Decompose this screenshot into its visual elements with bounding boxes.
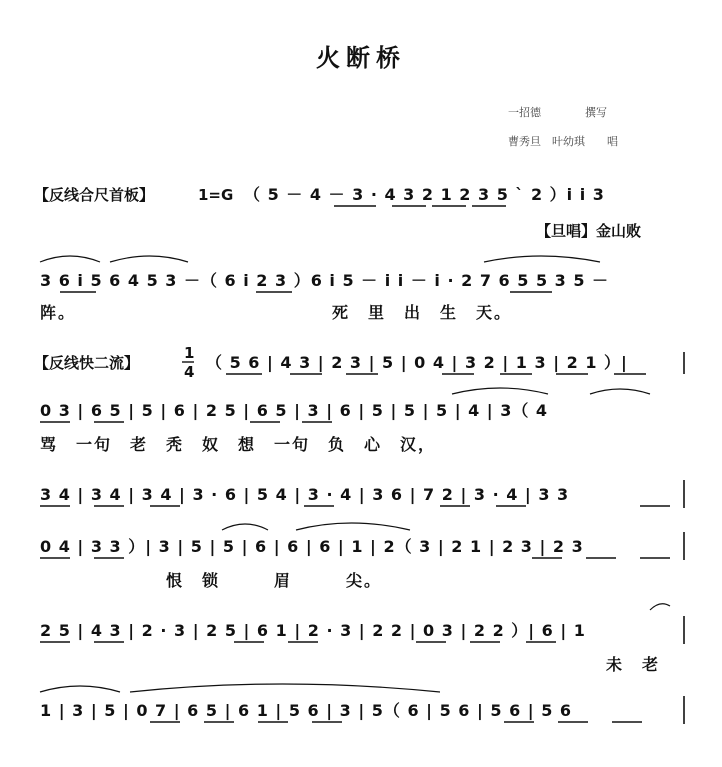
key-signature: 1=G xyxy=(198,186,234,204)
slur xyxy=(110,256,188,262)
time-signature-top: 1 xyxy=(184,344,195,362)
slur xyxy=(590,389,650,394)
credit-line-2: 曹秀旦 叶幼琪 唱 xyxy=(508,135,618,148)
slur xyxy=(222,524,268,530)
slur xyxy=(40,686,120,692)
intro-section-label: 【反线合尺首板】 xyxy=(34,186,155,204)
slur xyxy=(130,684,440,692)
melody-line-6: 2 5 | 4 3 | 2 · 3 | 2 5 | 6 1 | 2 · 3 | 2 2 | 0 3 | 2 2 ）| 6 | 1 xyxy=(40,621,586,640)
slur xyxy=(296,523,410,530)
slur xyxy=(484,256,600,262)
lyric-line-1: 死 里 出 生 天。 xyxy=(332,303,513,322)
melody-line-1: 3 6 i 5 6 4 5 3 －（ 6 i 2 3 ）6 i 5 － i i － i · 2 7 6 5 5 3 5 － xyxy=(40,271,610,290)
slur xyxy=(40,256,100,262)
time-signature-bottom: 4 xyxy=(184,363,195,381)
score-title: 火断桥 xyxy=(316,44,406,72)
melody-line-2: （ 5 6 | 4 3 | 2 3 | 5 | 0 4 | 3 2 | 1 3 | 2 1 ）| xyxy=(206,353,628,372)
fast-erliu-label: 【反线快二流】 xyxy=(34,354,140,372)
lyric-line-6: 未 老 xyxy=(606,655,661,674)
intro-notes: （ 5 － 4 － 3 · 4 3 2 1 2 3 5 ` 2 ）i i 3 xyxy=(244,185,605,204)
melody-line-5: 0 4 | 3 3 ）| 3 | 5 | 5 | 6 | 6 | 6 | 1 | 2（ 3 | 2 1 | 2 3 | 2 3 xyxy=(40,537,584,556)
melody-line-3: 0 3 | 6 5 | 5 | 6 | 2 5 | 6 5 | 3 | 6 | 5 | 5 | 5 | 4 | 3（ 4 xyxy=(40,401,549,420)
credit-line-1: 一招德 撰写 xyxy=(508,106,607,119)
lyric-line-3: 骂 一句 老 秃 奴 想 一句 负 心 汉， xyxy=(40,435,437,454)
dan-sings-label: 【旦唱】金山败 xyxy=(536,222,642,240)
lyric-line-5: 恨 锁 眉 尖。 xyxy=(166,571,383,590)
slur xyxy=(650,604,670,610)
melody-line-7: 1 | 3 | 5 | 0 7 | 6 5 | 6 1 | 5 6 | 3 | 5（ 6 | 5 6 | 5 6 | 5 6 xyxy=(40,701,573,720)
slur xyxy=(452,388,548,394)
melody-line-4: 3 4 | 3 4 | 3 4 | 3 · 6 | 5 4 | 3 · 4 | 3 6 | 7 2 | 3 · 4 | 3 3 xyxy=(40,485,570,504)
lyric-line-1-start: 阵。 xyxy=(40,303,77,322)
